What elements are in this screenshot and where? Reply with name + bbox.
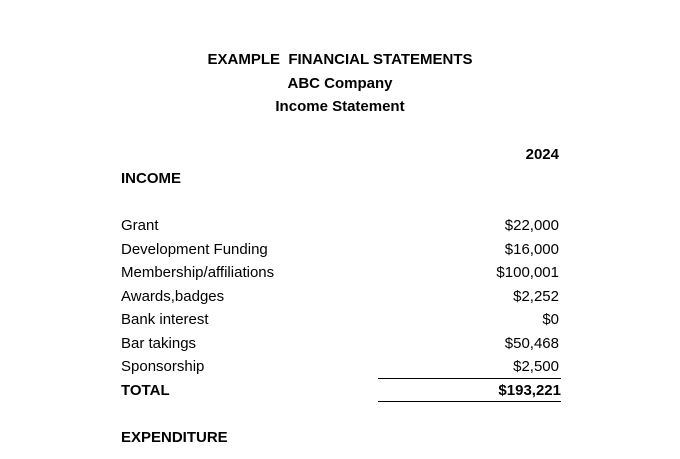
income-row-bar-takings [121, 334, 559, 358]
income-item-label: Membership/affiliations [121, 264, 275, 281]
income-item-label: Development Funding [121, 240, 268, 258]
income-item-value: $16,000 [504, 240, 559, 258]
income-item-value: $2,500 [513, 358, 559, 375]
income-item-value: $22,000 [504, 217, 559, 234]
year-column-header: 2024 [525, 146, 559, 163]
income-item-label: Bank interest [121, 311, 209, 328]
income-item-value: $50,468 [504, 334, 559, 352]
income-row-membership [121, 263, 559, 287]
income-row-sponsorship [121, 357, 559, 381]
company-name: ABC Company [287, 75, 393, 92]
income-section-title: INCOME [121, 170, 181, 187]
total-top-rule [378, 378, 561, 379]
income-total-label: TOTAL [121, 382, 170, 399]
income-total-value: $193,221 [498, 382, 561, 399]
income-row-grant [121, 216, 559, 240]
statement-title: Income Statement [275, 98, 405, 115]
income-item-value: $100,001 [496, 264, 559, 281]
income-row-development-funding [121, 240, 559, 264]
income-row-awards [121, 287, 559, 311]
income-total-row [121, 380, 561, 402]
income-item-value: $0 [542, 311, 559, 328]
income-item-label: Awards,badges [121, 287, 225, 305]
income-items [121, 216, 559, 381]
income-item-label: Bar takings [121, 334, 197, 352]
expenditure-section-title: EXPENDITURE [121, 429, 228, 446]
statement-heading: EXAMPLE FINANCIAL STATEMENTS [207, 51, 473, 68]
total-bottom-rule [378, 401, 561, 402]
income-item-value: $2,252 [513, 287, 559, 305]
income-item-label: Sponsorship [121, 358, 205, 375]
income-item-label: Grant [121, 217, 159, 234]
income-row-bank-interest [121, 310, 559, 334]
